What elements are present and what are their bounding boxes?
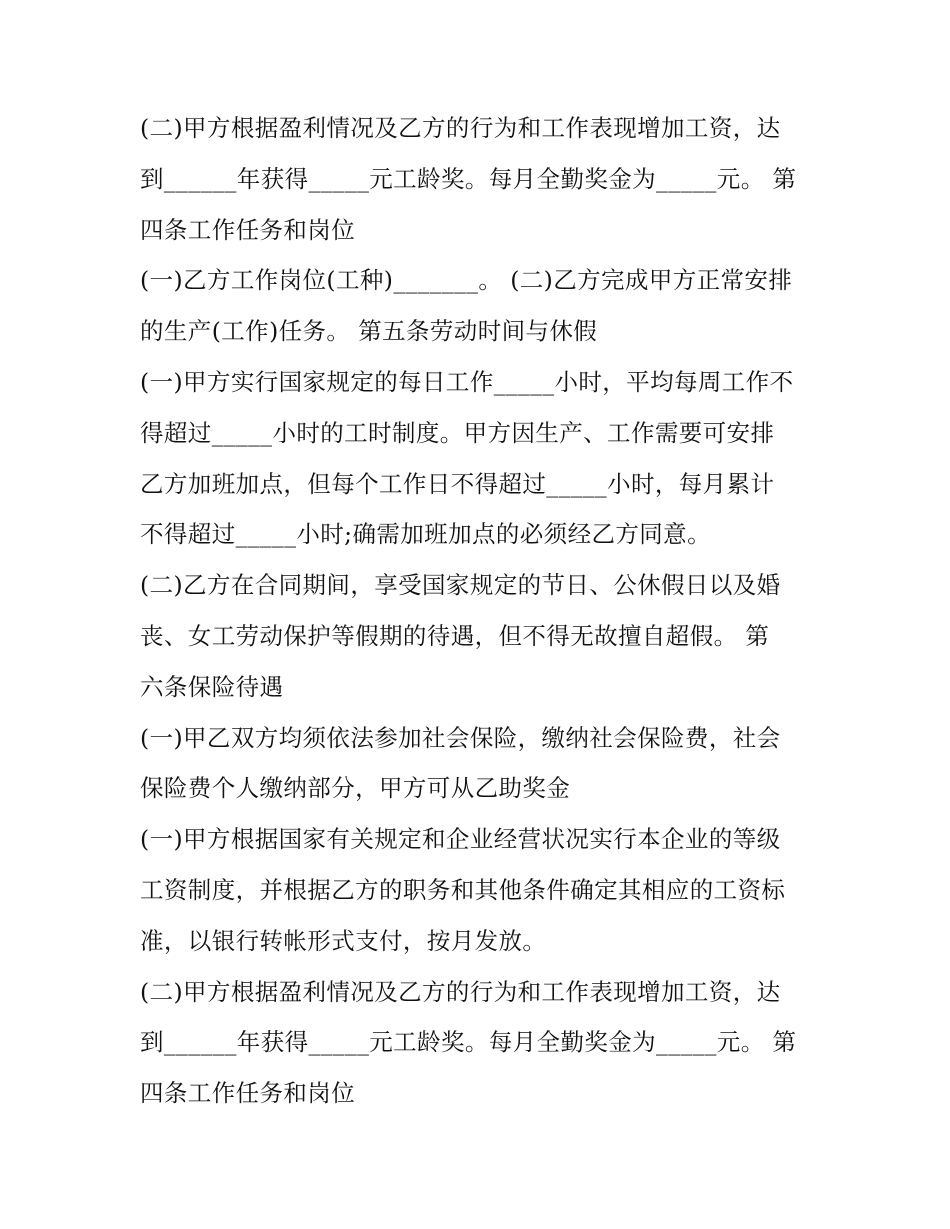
text-line: (二)乙方在合同期间，享受国家规定的节日、公休假日以及婚 — [140, 571, 781, 600]
text-line: 到______年获得_____元工龄奖。每月全勤奖金为_____元。 第 — [140, 164, 797, 193]
text-line: (一)乙方工作岗位(工种)_______。 (二)乙方完成甲方正常安排 — [140, 266, 793, 295]
text-line: 乙方加班加点，但每个工作日不得超过_____小时，每月累计 — [140, 469, 775, 498]
text-line: 不得超过_____小时;确需加班加点的必须经乙方同意。 — [140, 520, 711, 549]
text-line: 四条工作任务和岗位 — [140, 215, 356, 244]
text-line: 保险费个人缴纳部分，甲方可从乙助奖金 — [140, 774, 571, 803]
text-line: (二)甲方根据盈利情况及乙方的行为和工作表现增加工资，达 — [140, 977, 781, 1006]
text-line: 准，以银行转帐形式支付，按月发放。 — [140, 926, 547, 955]
text-line: (一)甲方根据国家有关规定和企业经营状况实行本企业的等级 — [140, 825, 781, 854]
text-line: 得超过_____小时的工时制度。甲方因生产、工作需要可安排 — [140, 418, 775, 447]
text-line: 到______年获得_____元工龄奖。每月全勤奖金为_____元。 第 — [140, 1028, 797, 1057]
text-line: 四条工作任务和岗位 — [140, 1079, 356, 1108]
text-line: 工资制度，并根据乙方的职务和其他条件确定其相应的工资标 — [140, 875, 786, 904]
text-line: 丧、女工劳动保护等假期的待遇，但不得无故擅自超假。 第 — [140, 621, 770, 650]
text-line: (一)甲乙双方均须依法参加社会保险，缴纳社会保险费，社会 — [140, 723, 781, 752]
text-line: 六条保险待遇 — [140, 672, 284, 701]
document-body — [140, 103, 815, 1119]
text-line: (一)甲方实行国家规定的每日工作_____小时，平均每周工作不 — [140, 367, 794, 396]
text-line: (二)甲方根据盈利情况及乙方的行为和工作表现增加工资，达 — [140, 114, 781, 142]
text-line: 的生产(工作)任务。 第五条劳动时间与休假 — [140, 317, 598, 346]
